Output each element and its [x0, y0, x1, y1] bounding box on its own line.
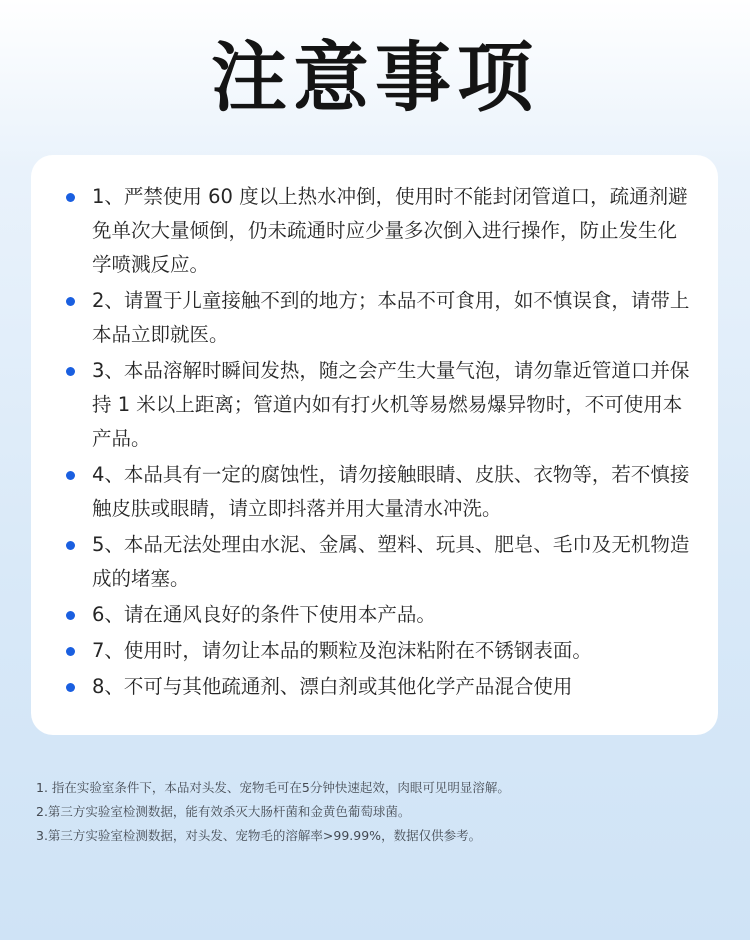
page-title: 注意事项 [211, 33, 539, 122]
bullet-dot-icon [66, 541, 75, 550]
list-item [66, 284, 690, 352]
notice-text: 3、本品溶解时瞬间发热，随之会产生大量气泡，请勿靠近管道口并保持 1 米以上距离；管道内如有打火机等易燃易爆异物时，不可使用本产品。 [92, 359, 690, 450]
bullet-dot-icon [66, 611, 75, 620]
bullet-dot-icon [66, 367, 75, 376]
list-item [66, 598, 690, 632]
list-item [66, 354, 690, 456]
list-item [66, 458, 690, 526]
list-item [66, 670, 690, 704]
list-item [66, 528, 690, 596]
notice-text: 1、严禁使用 60 度以上热水冲倒，使用时不能封闭管道口，疏通剂避免单次大量倾倒，仍未疏通时应少量多次倒入进行操作，防止发生化学喷溅反应。 [92, 185, 688, 276]
list-item [66, 180, 690, 282]
bullet-dot-icon [66, 683, 75, 692]
notice-text: 7、使用时，请勿让本品的颗粒及泡沫粘附在不锈钢表面。 [92, 639, 592, 662]
notice-text: 8、不可与其他疏通剂、漂白剂或其他化学产品混合使用 [92, 675, 573, 698]
list-item [66, 634, 690, 668]
bullet-dot-icon [66, 471, 75, 480]
bullet-dot-icon [66, 647, 75, 656]
notice-card [31, 155, 718, 735]
bullet-dot-icon [66, 297, 75, 306]
notice-text: 5、本品无法处理由水泥、金属、塑料、玩具、肥皂、毛巾及无机物造成的堵塞。 [92, 533, 690, 590]
bullet-dot-icon [66, 193, 75, 202]
notice-text: 2、请置于儿童接触不到的地方；本品不可食用，如不慎误食，请带上本品立即就医。 [92, 289, 690, 346]
notice-list [66, 180, 690, 704]
footnotes [36, 776, 716, 848]
footnote: 3.第三方实验室检测数据，对头发、宠物毛的溶解率>99.99%，数据仅供参考。 [36, 828, 482, 843]
notice-text: 4、本品具有一定的腐蚀性，请勿接触眼睛、皮肤、衣物等，若不慎接触皮肤或眼睛，请立即抖落并用大量清水冲洗。 [92, 463, 690, 520]
footnote: 1. 指在实验室条件下，本品对头发、宠物毛可在5分钟快速起效，肉眼可见明显溶解。 [36, 780, 510, 795]
footnote: 2.第三方实验室检测数据，能有效杀灭大肠杆菌和金黄色葡萄球菌。 [36, 804, 411, 819]
notice-text: 6、请在通风良好的条件下使用本产品。 [92, 603, 436, 626]
